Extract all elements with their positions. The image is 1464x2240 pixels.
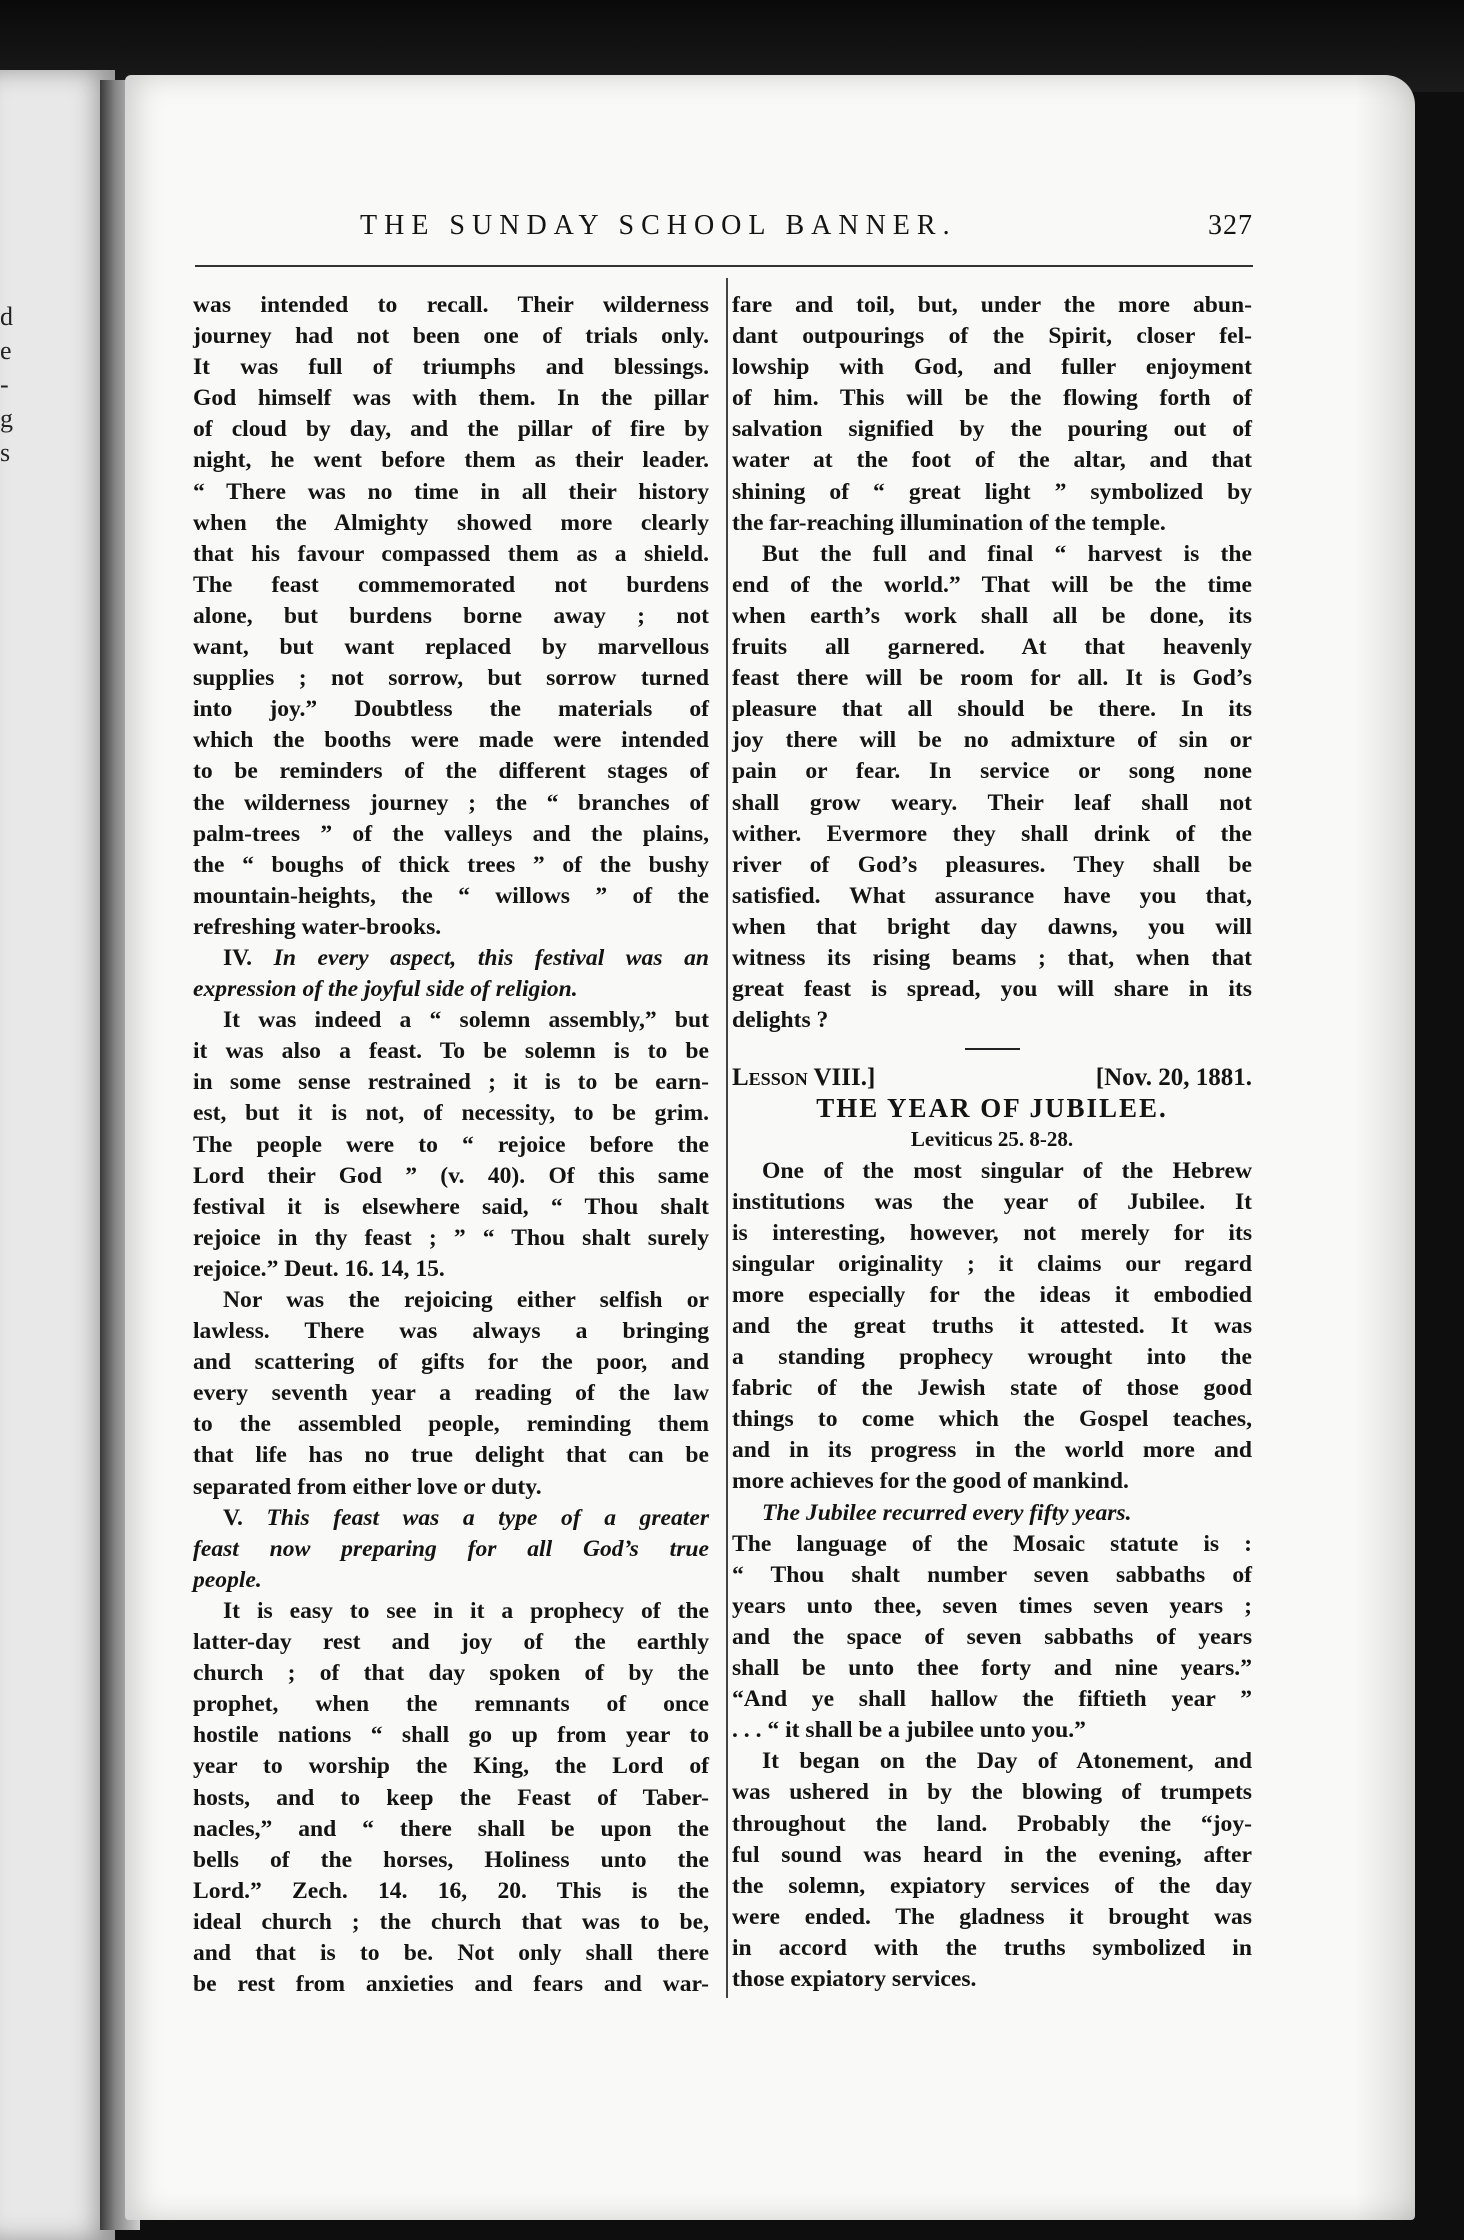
edge-char: e	[0, 336, 12, 365]
edge-char: -	[0, 370, 9, 399]
body-line: But the full and final “ harvest is the	[762, 540, 1252, 567]
body-line: It began on the Day of Atonement, and	[762, 1748, 1252, 1775]
body-line: pain or fear. In service or song none	[732, 758, 1252, 785]
body-line: every seventh year a reading of the law	[193, 1380, 709, 1407]
body-line: which the booths were made were intended	[193, 727, 709, 754]
body-line: It was indeed a “ solemn assembly,” but	[223, 1007, 709, 1034]
section-iv-italic-cont: expression of the joyful side of religion.	[193, 976, 578, 1003]
section-numeral: IV.	[223, 944, 274, 971]
body-line: hosts, and to keep the Feast of Taber-	[193, 1784, 709, 1811]
page-shadow	[1355, 75, 1415, 2220]
body-line: more especially for the ideas it embodied	[732, 1281, 1252, 1308]
body-line: fabric of the Jewish state of those good	[732, 1375, 1252, 1402]
body-line: pleasure that all should be there. In its	[732, 696, 1252, 723]
body-line: great feast is spread, you will share in its	[732, 976, 1252, 1003]
section-v-heading	[193, 1503, 709, 1534]
body-line: to the assembled people, reminding them	[193, 1411, 709, 1438]
body-line: alone, but burdens borne away ; not	[193, 602, 709, 629]
right-column	[732, 290, 1252, 1995]
edge-char: g	[0, 404, 13, 433]
body-line: water at the foot of the altar, and that	[732, 447, 1252, 474]
section-numeral: V.	[223, 1504, 267, 1531]
body-line: rejoice in thy feast ; ” “ Thou shalt surely	[193, 1224, 709, 1251]
body-line: shall grow weary. Their leaf shall not	[732, 789, 1252, 816]
body-line: wither. Evermore they shall drink of the	[732, 820, 1252, 847]
body-line: the solemn, expiatory services of the day	[732, 1872, 1252, 1899]
body-line: that life has no true delight that can be	[193, 1442, 709, 1469]
body-line: palm-trees ” of the valleys and the plains,	[193, 820, 709, 847]
body-line: feast there will be room for all. It is God’s	[732, 665, 1252, 692]
body-line: and scattering of gifts for the poor, and	[193, 1349, 709, 1376]
body-line: singular originality ; it claims our regard	[732, 1250, 1252, 1277]
body-line: est, but it is not, of necessity, to be grim.	[193, 1100, 709, 1127]
body-line: “ Thou shalt number seven sabbaths of	[732, 1561, 1252, 1588]
body-line: lowship with God, and fuller enjoyment	[732, 354, 1252, 381]
body-line: supplies ; not sorrow, but sorrow turned	[193, 665, 709, 692]
body-line: The language of the Mosaic statute is :	[732, 1530, 1252, 1557]
body-line: God himself was with them. In the pillar	[193, 385, 709, 412]
body-line: “And ye shall hallow the fiftieth year ”	[732, 1686, 1252, 1713]
body-line: throughout the land. Probably the “joy-	[732, 1810, 1252, 1837]
body-line: and the space of seven sabbaths of years	[732, 1623, 1252, 1650]
body-line: . . . “ it shall be a jubilee unto you.”	[732, 1717, 1086, 1744]
body-line: those expiatory services.	[732, 1965, 977, 1992]
body-line: It is easy to see in it a prophecy of the	[223, 1597, 709, 1624]
body-line: when that bright day dawns, you will	[732, 913, 1252, 940]
body-line: river of God’s pleasures. They shall be	[732, 851, 1252, 878]
running-title: THE SUNDAY SCHOOL BANNER.	[360, 210, 957, 241]
left-column	[193, 290, 709, 2000]
body-line: witness its rising beams ; that, when that	[732, 944, 1252, 971]
body-line: journey had not been one of trials only.	[193, 323, 709, 350]
lesson-reference: Leviticus 25. 8-28.	[910, 1127, 1074, 1152]
lesson-title: THE YEAR OF JUBILEE.	[816, 1093, 1168, 1124]
body-line: prophet, when the remnants of once	[193, 1691, 709, 1718]
body-line: and that is to be. Not only shall there	[193, 1939, 709, 1966]
body-line: ideal church ; the church that was to be,	[193, 1908, 709, 1935]
body-line: festival it is elsewhere said, “ Thou shalt	[193, 1193, 709, 1220]
body-line: church ; of that day spoken of by the	[193, 1660, 709, 1687]
body-line: years unto thee, seven times seven years ;	[732, 1592, 1252, 1619]
body-line: the wilderness journey ; the “ branches of	[193, 789, 709, 816]
body-line: to be reminders of the different stages of	[193, 758, 709, 785]
header-rule	[195, 265, 1253, 267]
body-line: The feast commemorated not burdens	[193, 571, 709, 598]
body-line: The people were to “ rejoice before the	[193, 1131, 709, 1158]
body-line: more achieves for the good of mankind.	[732, 1468, 1129, 1495]
body-line: of him. This will be the flowing forth of	[732, 385, 1252, 412]
body-line: when earth’s work shall all be done, its	[732, 602, 1252, 629]
section-rule	[965, 1048, 1020, 1050]
body-line: ful sound was heard in the evening, after	[732, 1841, 1252, 1868]
body-line: and the great truths it attested. It was	[732, 1313, 1252, 1339]
body-line: in some sense restrained ; it is to be earn-	[193, 1069, 709, 1096]
body-line: fruits all garnered. At that heavenly	[732, 634, 1252, 661]
section-iv-heading	[193, 943, 709, 974]
body-line: Lord.” Zech. 14. 16, 20. This is the	[193, 1877, 709, 1904]
body-line: delights ?	[732, 1007, 829, 1034]
body-line: It was full of triumphs and blessings.	[193, 354, 709, 381]
running-header	[195, 210, 1253, 250]
body-line: Nor was the rejoicing either selfish or	[223, 1287, 709, 1313]
lesson-date: [Nov. 20, 1881.	[1095, 1064, 1252, 1092]
section-v-italic: This feast was a type of a greater	[266, 1504, 710, 1531]
edge-char: d	[0, 302, 13, 331]
body-line: salvation signified by the pouring out of	[732, 416, 1252, 443]
body-line: when the Almighty showed more clearly	[193, 509, 709, 536]
body-line: One of the most singular of the Hebrew	[762, 1157, 1252, 1184]
body-line: night, he went before them as their leader.	[193, 447, 709, 474]
jubilee-italic-heading: The Jubilee recurred every fifty years.	[762, 1499, 1132, 1526]
body-line: the far-reaching illumination of the temple.	[732, 509, 1166, 536]
body-line: of cloud by day, and the pillar of fire by	[193, 416, 709, 443]
body-line: separated from either love or duty.	[193, 1473, 542, 1500]
section-iv-italic: In every aspect, this festival was an	[273, 944, 709, 971]
previous-page-text-fragments	[0, 300, 20, 470]
body-line: that his favour compassed them as a shield.	[193, 540, 709, 567]
body-line: in accord with the truths symbolized in	[732, 1934, 1252, 1961]
body-line: satisfied. What assurance have you that,	[732, 882, 1252, 909]
body-line: mountain-heights, the “ willows ” of the	[193, 882, 709, 909]
section-v-italic-cont: feast now preparing for all God’s true	[193, 1535, 709, 1562]
body-line: were ended. The gladness it brought was	[732, 1903, 1252, 1930]
column-divider	[726, 278, 728, 1998]
body-line: latter-day rest and joy of the earthly	[193, 1629, 709, 1656]
body-line: want, but want replaced by marvellous	[193, 634, 709, 661]
previous-page-edge	[0, 70, 115, 2240]
body-line: “ There was no time in all their history	[193, 478, 709, 505]
body-line: things to come which the Gospel teaches,	[732, 1406, 1252, 1433]
body-line: it was also a feast. To be solemn is to be	[193, 1038, 709, 1065]
body-line: is interesting, however, not merely for its	[732, 1219, 1252, 1246]
lesson-label: Lesson VIII.]	[732, 1064, 876, 1092]
body-line: hostile nations “ shall go up from year to	[193, 1722, 709, 1749]
body-line: lawless. There was always a bringing	[193, 1318, 709, 1345]
body-line: refreshing water-brooks.	[193, 913, 442, 940]
body-line: was ushered in by the blowing of trumpets	[732, 1779, 1252, 1806]
page-number: 327	[1208, 210, 1253, 241]
body-line: rejoice.” Deut. 16. 14, 15.	[193, 1255, 445, 1282]
body-line: shall be unto thee forty and nine years.”	[732, 1655, 1252, 1682]
body-line: and in its progress in the world more and	[732, 1437, 1252, 1464]
body-line: was intended to recall. Their wilderness	[193, 292, 709, 318]
body-line: fare and toil, but, under the more abun-	[732, 292, 1252, 318]
edge-char: s	[0, 438, 11, 467]
body-line: shining of “ great light ” symbolized by	[732, 478, 1252, 505]
body-line: the “ boughs of thick trees ” of the bushy	[193, 851, 709, 878]
section-v-italic-cont: people.	[193, 1566, 262, 1593]
body-line: bells of the horses, Holiness unto the	[193, 1846, 709, 1873]
body-line: Lord their God ” (v. 40). Of this same	[193, 1162, 709, 1189]
body-line: year to worship the King, the Lord of	[193, 1753, 709, 1780]
body-line: dant outpourings of the Spirit, closer fel-	[732, 323, 1252, 350]
lesson-header	[732, 1062, 1252, 1093]
body-line: institutions was the year of Jubilee. It	[732, 1188, 1252, 1215]
body-line: nacles,” and “ there shall be upon the	[193, 1815, 709, 1842]
body-line: joy there will be no admixture of sin or	[732, 727, 1252, 754]
body-line: a standing prophecy wrought into the	[732, 1344, 1252, 1371]
body-line: end of the world.” That will be the time	[732, 571, 1252, 598]
body-line: be rest from anxieties and fears and war-	[193, 1971, 709, 1998]
body-line: into joy.” Doubtless the materials of	[193, 696, 709, 723]
